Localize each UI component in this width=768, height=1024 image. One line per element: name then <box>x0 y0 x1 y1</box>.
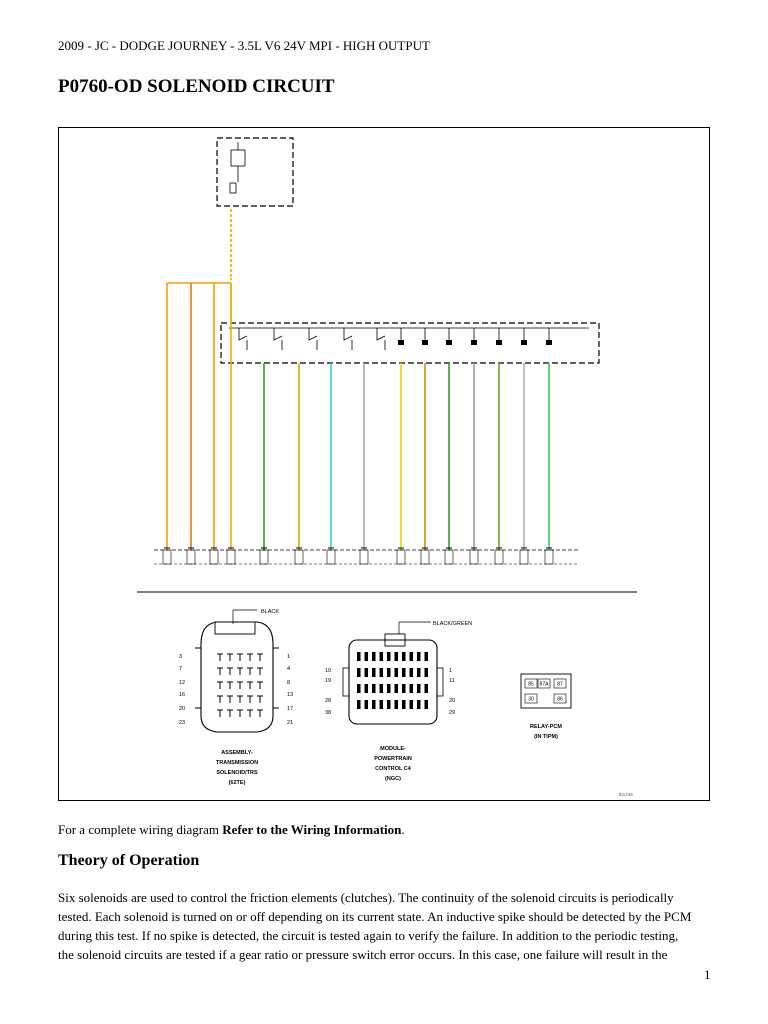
trs-pin-number: 17 <box>287 706 294 712</box>
pcm-pin-number: 20 <box>449 698 456 704</box>
pcm-pin <box>395 700 399 709</box>
pcm-pin-number: 1 <box>449 668 453 674</box>
pcm-pin <box>425 652 429 661</box>
pcm-pin <box>357 684 361 693</box>
pcm-pin <box>425 700 429 709</box>
pcm-pin <box>387 700 391 709</box>
trs-pin <box>257 682 263 689</box>
pcm-connector-name: CONTROL C4 <box>375 766 411 772</box>
diagram-footer-mark: tb1234 <box>619 792 633 797</box>
trs-pin <box>237 710 243 717</box>
pcm-pin <box>417 652 421 661</box>
pcm-pin <box>395 652 399 661</box>
pressure-switch-contact <box>344 328 352 350</box>
pressure-switch-contact <box>309 328 317 350</box>
page-number: 1 <box>704 967 711 982</box>
trs-pin-number: 7 <box>179 666 183 672</box>
solenoid-coil <box>521 340 527 345</box>
pressure-switch-contact <box>274 328 282 350</box>
pcm-pin <box>380 668 384 677</box>
pcm-pin <box>425 684 429 693</box>
trs-pin-number: 12 <box>179 680 186 686</box>
trs-pin <box>247 710 253 717</box>
solenoid-assembly-box <box>221 323 599 363</box>
pcm-pin <box>372 700 376 709</box>
trs-pin <box>217 710 223 717</box>
solenoid-coil <box>422 340 428 345</box>
pcm-pin <box>380 684 384 693</box>
pcm-connector-name: (NGC) <box>385 776 401 782</box>
trs-pin-number: 16 <box>179 692 186 698</box>
wiring-diagram <box>58 127 710 801</box>
trs-pin <box>227 696 233 703</box>
pcm-pin <box>410 700 414 709</box>
trs-pin <box>217 654 223 661</box>
pcm-pin <box>380 700 384 709</box>
pcm-terminal <box>397 550 405 564</box>
pcm-terminal <box>445 550 453 564</box>
trs-pin <box>237 696 243 703</box>
trs-pin <box>257 696 263 703</box>
trs-pin <box>237 682 243 689</box>
wiring-info-prefix: For a complete wiring diagram <box>58 822 223 837</box>
pcm-terminal <box>295 550 303 564</box>
trs-pin <box>217 682 223 689</box>
pressure-switches <box>239 328 552 350</box>
page-title: P0760-OD SOLENOID CIRCUIT <box>58 76 335 97</box>
trs-pin <box>257 668 263 675</box>
trs-pin <box>217 668 223 675</box>
trs-pin <box>227 668 233 675</box>
solenoid-coil <box>398 340 404 345</box>
relay-pin-number: 85 <box>528 681 534 688</box>
wiring-info-link[interactable]: Refer to the Wiring Information <box>222 822 402 837</box>
pcm-terminal <box>495 550 503 564</box>
pcm-pin <box>387 684 391 693</box>
pcm-pin <box>380 652 384 661</box>
pcm-terminal <box>470 550 478 564</box>
pcm-pin <box>402 668 406 677</box>
wiring-diagram-svg <box>59 128 711 802</box>
solenoid-coil <box>546 340 552 345</box>
tipm-relay-box <box>217 138 293 280</box>
pcm-pin-number: 19 <box>325 678 332 684</box>
trs-pin-number: 4 <box>287 666 291 672</box>
trs-pin <box>247 682 253 689</box>
pcm-pin <box>357 652 361 661</box>
pcm-terminal <box>421 550 429 564</box>
pcm-pin <box>425 668 429 677</box>
pcm-terminal <box>260 550 268 564</box>
trs-pin-number: 3 <box>179 654 183 660</box>
trs-connector-name: SOLENOID/TRS <box>216 770 258 776</box>
theory-line: tested. Each solenoid is turned on or off depending on its current state. An inductive spike should be detected by the PCM <box>58 909 692 924</box>
relay-pin-number: 87 <box>557 681 563 688</box>
theory-line: the solenoid circuits are tested if a gear ratio or pressure switch error occurs. In this case, one failure will result in the <box>58 947 668 962</box>
pcm-pin <box>372 668 376 677</box>
pcm-connector-name: MODULE- <box>380 746 406 752</box>
trs-pin-number: 8 <box>287 680 291 686</box>
relay-pcm-pinout <box>521 674 571 708</box>
relay-pin-number: 87A <box>539 681 549 688</box>
pcm-pin-number: 10 <box>325 668 332 674</box>
solenoid-coil <box>446 340 452 345</box>
pressure-switch-contact <box>239 328 247 350</box>
trs-pin-number: 23 <box>179 720 186 726</box>
pcm-pin <box>395 668 399 677</box>
trs-connector-name: TRANSMISSION <box>215 760 259 766</box>
trs-pin <box>247 654 253 661</box>
pressure-switch-contact <box>377 328 385 350</box>
pcm-pin <box>402 700 406 709</box>
pcm-pin <box>357 668 361 677</box>
trs-pin <box>247 668 253 675</box>
section-heading: Theory of Operation <box>58 852 200 869</box>
relay-pin-number: 86 <box>557 696 563 703</box>
trs-pin <box>247 696 253 703</box>
page-header: 2009 - JC - DODGE JOURNEY - 3.5L V6 24V MPI - HIGH OUTPUT <box>58 38 430 53</box>
trs-pin <box>217 696 223 703</box>
theory-line: during this test. If no spike is detected, the circuit is tested again to verify the failure. In addition to the periodic testing, <box>58 928 679 943</box>
pcm-pin <box>365 684 369 693</box>
solenoid-coil <box>496 340 502 345</box>
trs-pin-number: 21 <box>287 720 294 726</box>
solenoid-coil <box>471 340 477 345</box>
pcm-pin <box>387 668 391 677</box>
pcm-pin <box>365 700 369 709</box>
trs-pin <box>257 654 263 661</box>
pcm-pin <box>417 684 421 693</box>
pcm-pin <box>365 652 369 661</box>
pcm-pin <box>402 684 406 693</box>
trs-connector-name: ASSEMBLY- <box>221 750 253 756</box>
relay-name: (IN TIPM) <box>534 734 558 740</box>
pcm-terminal <box>520 550 528 564</box>
pcm-pin <box>357 700 361 709</box>
relay-name: RELAY-PCM <box>530 724 562 730</box>
pcm-terminal <box>210 550 218 564</box>
pcm-pin <box>410 668 414 677</box>
wiring-info-paragraph <box>58 822 405 838</box>
pcm-terminal <box>545 550 553 564</box>
pcm-pin-number: 38 <box>325 710 332 716</box>
trs-color-label: BLACK <box>261 609 280 615</box>
pcm-terminal <box>327 550 335 564</box>
pcm-pin-number: 28 <box>325 698 332 704</box>
pcm-pin <box>387 652 391 661</box>
relay-pin-number: 30 <box>528 696 534 703</box>
pcm-pin <box>417 668 421 677</box>
pcm-terminal <box>187 550 195 564</box>
trs-pin <box>227 682 233 689</box>
trs-connector-name: (62TE) <box>228 780 246 786</box>
trs-pin <box>227 654 233 661</box>
pcm-c4-connector-face <box>343 621 472 724</box>
pcm-pin <box>395 684 399 693</box>
pcm-connector-name: POWERTRAIN <box>374 756 412 762</box>
trs-pin-number: 1 <box>287 654 291 660</box>
pcm-pin <box>372 684 376 693</box>
theory-line: Six solenoids are used to control the friction elements (clutches). The continuity of the solenoid circuits is periodically <box>58 890 674 905</box>
pcm-pin <box>410 652 414 661</box>
pcm-pin-number: 29 <box>449 710 456 716</box>
trs-pin-number: 20 <box>179 706 186 712</box>
pcm-color-label: BLACK/GREEN <box>433 621 473 627</box>
pcm-pin <box>402 652 406 661</box>
pcm-pin <box>372 652 376 661</box>
pcm-connector-row <box>154 550 579 564</box>
trs-pin <box>227 710 233 717</box>
wiring-info-suffix: . <box>401 822 405 837</box>
pcm-terminal <box>360 550 368 564</box>
trs-connector-face <box>195 609 279 732</box>
trs-pin <box>237 654 243 661</box>
trs-pin <box>237 668 243 675</box>
pcm-terminal <box>227 550 235 564</box>
pcm-pin <box>417 700 421 709</box>
pcm-pin <box>365 668 369 677</box>
theory-paragraph <box>58 888 718 964</box>
pcm-pin-number: 11 <box>449 678 455 684</box>
pcm-pin <box>410 684 414 693</box>
trs-pin <box>257 710 263 717</box>
trs-pin-number: 13 <box>287 692 294 698</box>
pcm-terminal <box>163 550 171 564</box>
